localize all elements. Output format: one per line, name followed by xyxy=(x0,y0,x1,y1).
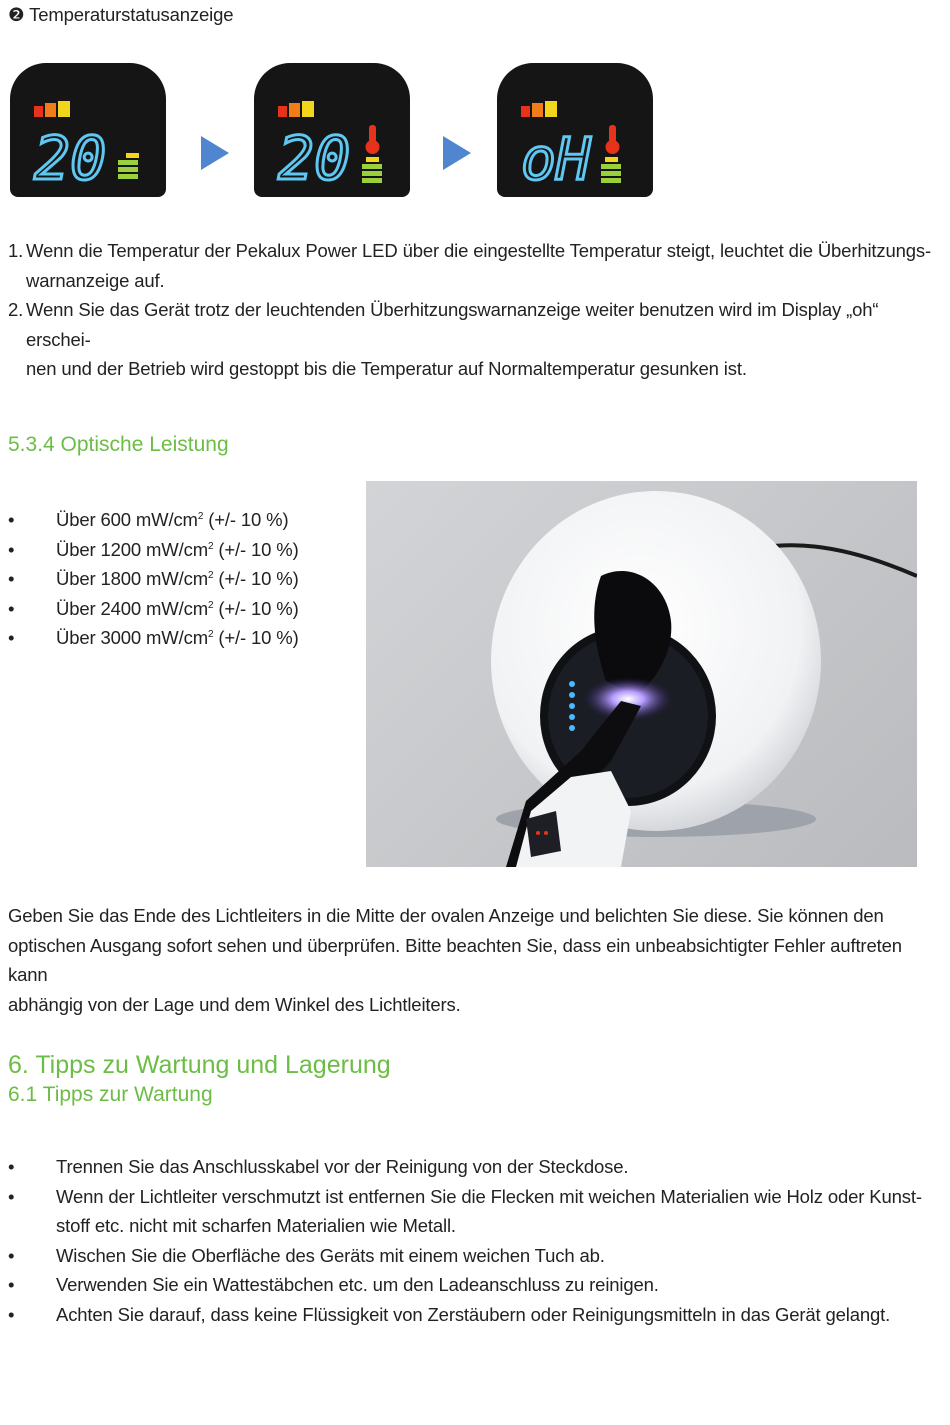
thermometer-icon xyxy=(606,125,620,154)
list-item: • Trennen Sie das Anschlusskabel vor der Reinigung von der Steckdose. xyxy=(8,1156,629,1177)
next-arrow-icon xyxy=(443,136,471,170)
temperature-display-normal xyxy=(10,63,166,197)
list-item: • Wenn der Lichtleiter verschmutzt ist entfernen Sie die Flecken mit weichen Materialien wie Holz oder Kunst- stoff etc. nicht mit scharfen Materialien wie Metall. xyxy=(8,1185,922,1236)
list-item: • Über 1800 $mW/cm^2$ (+/- 10 %) xyxy=(8,568,299,589)
paragraph-line: Geben Sie das Ende des Lichtleiters in die Mitte der ovalen Anzeige und belichten Sie diese. Sie können den xyxy=(8,905,884,926)
list-item xyxy=(8,295,943,384)
item-number: 2. xyxy=(8,299,24,320)
paragraph-line: abhängig von der Lage und dem Winkel des Lichtleiters. xyxy=(8,993,461,1015)
optical-heading: 5.3.4 Optische Leistung xyxy=(8,433,229,456)
item-number: 1. xyxy=(8,240,24,261)
next-arrow-icon xyxy=(201,136,229,170)
overheat-steps xyxy=(8,236,943,384)
display-reading: 20 xyxy=(278,124,351,194)
paragraph-line: optischen Ausgang sofort sehen und überprüfen. Bitte beachten Sie, dass ein unbeabsichtigter Fehler auftreten kann xyxy=(8,934,902,985)
list-item xyxy=(8,236,943,295)
display-reading: oH xyxy=(521,125,591,193)
temperature-display-warning xyxy=(254,63,410,197)
list-item: • Über 1200 $mW/cm^2$ (+/- 10 %) xyxy=(8,538,299,560)
optical-paragraph xyxy=(8,901,943,1019)
list-item: • Verwenden Sie ein Wattestäbchen etc. um den Ladeanschluss zu reinigen. xyxy=(8,1274,659,1295)
item-text-cont: warnanzeige auf. xyxy=(26,269,165,291)
temperature-display-overheat xyxy=(497,63,653,197)
maintenance-subheading: 6.1 Tipps zur Wartung xyxy=(8,1083,213,1106)
optical-output-list xyxy=(8,505,358,653)
list-item: • Achten Sie darauf, dass keine Flüssigkeit von Zerstäubern oder Reinigungsmitteln in das Gerät gelangt. xyxy=(8,1303,891,1325)
list-item: • Über 3000 $mW/cm^2$ (+/- 10 %) xyxy=(8,627,299,648)
display-reading: 20 xyxy=(34,124,107,194)
maintenance-list xyxy=(8,1152,943,1329)
item-text: Wenn Sie das Gerät trotz der leuchtenden Überhitzungswarnanzeige weiter benutzen wird im Display „oh“ erschei- xyxy=(26,299,879,350)
list-item: • Über 2400 $mW/cm^2$ (+/- 10 %) xyxy=(8,597,299,619)
thermometer-icon xyxy=(366,125,380,154)
maintenance-heading: 6. Tipps zu Wartung und Lagerung xyxy=(8,1051,391,1079)
section-label: ❷ Temperaturstatusanzeige xyxy=(8,4,234,25)
item-text-cont: nen und der Betrieb wird gestoppt bis die Temperatur auf Normaltemperatur gesunken ist. xyxy=(26,358,747,379)
list-item: • Über 600 $mW/cm^2$ (+/- 10 %) xyxy=(8,509,289,530)
item-text: Wenn die Temperatur der Pekalux Power LED über die eingestellte Temperatur steigt, leuchtet die Überhitzungs- xyxy=(26,240,932,261)
list-item: • Wischen Sie die Oberfläche des Geräts mit einem weichen Tuch ab. xyxy=(8,1244,605,1266)
device-photo xyxy=(366,481,917,867)
